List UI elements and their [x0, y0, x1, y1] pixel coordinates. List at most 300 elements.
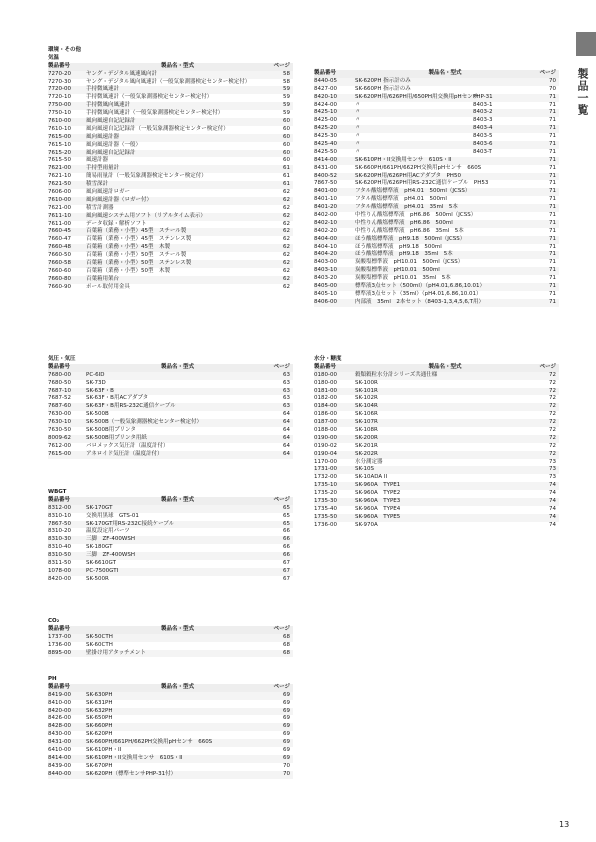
cell-page: 65 — [283, 520, 290, 527]
cell-code: 8428-00 — [48, 723, 71, 730]
table-row — [314, 165, 559, 173]
header-code: 製品番号 — [48, 683, 71, 690]
header-name: 製品名・型式 — [428, 363, 462, 370]
table-row — [48, 513, 293, 521]
cell-code: 8431-00 — [314, 164, 337, 171]
cell-page: 61 — [283, 181, 290, 188]
header-name: 製品名・型式 — [160, 496, 194, 503]
cell-code: 8419-00 — [48, 691, 71, 698]
cell-code: 0180-00 — [314, 379, 337, 386]
cell-model-r — [473, 275, 535, 283]
cell-name: SK-500B用プリンタ用紙 — [86, 434, 147, 441]
cell-name: 〃 — [355, 125, 361, 132]
cell-name: ヤング・デジタル風速風向計 — [86, 70, 158, 77]
cell-code: 7610-10 — [48, 125, 71, 132]
cell-code: 7660-80 — [48, 275, 71, 282]
header-code: 製品番号 — [48, 62, 71, 69]
cell-code: 7610-00 — [48, 118, 71, 125]
cell-code: 7621-10 — [48, 173, 71, 180]
table-row — [48, 197, 293, 205]
cell-page: 63 — [283, 403, 290, 410]
table-row — [48, 276, 293, 284]
table-row — [48, 505, 293, 513]
cell-model-r — [473, 283, 535, 291]
cell-page: 69 — [283, 731, 290, 738]
cell-name: 〃 — [355, 117, 361, 124]
cell-name: 百葉箱（業務・小型）45型 ステンレス製 — [86, 236, 192, 243]
cell-page: 71 — [549, 180, 556, 187]
cell-page: 64 — [283, 450, 290, 457]
cell-name: PC-6ID — [86, 371, 105, 378]
cell-page: 69 — [283, 699, 290, 706]
cell-page: 72 — [549, 434, 556, 441]
table-row — [48, 692, 293, 700]
table-row — [314, 522, 559, 530]
cell-name: 手持微風向風速計 — [86, 102, 131, 109]
cell-model-r — [473, 86, 535, 94]
cell-code: 0190-00 — [314, 434, 337, 441]
table-row — [48, 560, 293, 568]
table-header — [48, 63, 293, 71]
cell-code: 7615-20 — [48, 149, 71, 156]
cell-page: 71 — [549, 235, 556, 242]
section-title: 環境・その他 — [48, 47, 82, 53]
cell-page: 59 — [283, 102, 290, 109]
cell-code: 7867-50 — [48, 520, 71, 527]
table-row — [48, 763, 293, 771]
product-table — [314, 364, 559, 530]
side-label: 製品一覧 — [576, 68, 589, 116]
header-name: 製品名・型式 — [160, 62, 194, 69]
cell-name: 炭酸塩標準液 pH10.01 500ml（JCSS） — [355, 259, 464, 266]
cell-code: 7630-50 — [48, 427, 71, 434]
table-row — [48, 552, 293, 560]
cell-page: 62 — [283, 212, 290, 219]
cell-code: 7621-50 — [48, 181, 71, 188]
cell-page: 62 — [283, 252, 290, 259]
cell-page: 71 — [549, 251, 556, 258]
cell-code: 1078-00 — [48, 567, 71, 574]
cell-code: 7612-00 — [48, 442, 71, 449]
cell-page: 64 — [283, 427, 290, 434]
cell-name: 積雪深計 — [86, 181, 109, 188]
cell-page: 72 — [549, 387, 556, 394]
cell-code: 7270-20 — [48, 70, 71, 77]
cell-name: バロメックス気圧計（温度計付） — [86, 442, 169, 449]
cell-model-r — [473, 78, 535, 86]
cell-code: 8420-10 — [314, 93, 337, 100]
table-row — [314, 482, 559, 490]
cell-name: SK-960A TYPE5 — [355, 513, 401, 520]
cell-name: 標準液3点セット（500ml）（pH4.01,6.86,10.01） — [355, 283, 485, 290]
cell-name: ほう酸塩標準液 pH9.18 35ml 5本 — [355, 251, 453, 258]
cell-model-r — [473, 212, 535, 220]
cell-code: 7660-48 — [48, 244, 71, 251]
table-row — [48, 380, 293, 388]
cell-model-r — [473, 220, 535, 228]
cell-page: 72 — [549, 450, 556, 457]
section-subtitle: 気温 — [48, 54, 60, 61]
cell-model-r: 8403-1 — [473, 101, 493, 108]
cell-name: 百葉箱用架台 — [86, 275, 120, 282]
cell-page: 63 — [283, 387, 290, 394]
cell-code: 8405-10 — [314, 290, 337, 297]
cell-code: 8425-20 — [314, 125, 337, 132]
table-row — [48, 521, 293, 529]
cell-page: 69 — [283, 691, 290, 698]
cell-code: 8402-10 — [314, 219, 337, 226]
cell-model-r: 8403-5 — [473, 133, 493, 140]
cell-name: 手持微風速計（一般気象測器検定センター検定付） — [86, 94, 213, 101]
cell-page: 74 — [549, 490, 556, 497]
table-row — [314, 388, 559, 396]
cell-code: 0181-00 — [314, 387, 337, 394]
cell-code: 7270-30 — [48, 78, 71, 85]
cell-code: 8404-00 — [314, 235, 337, 242]
cell-code: 8401-20 — [314, 204, 337, 211]
cell-code: 7615-50 — [48, 157, 71, 164]
table-row — [48, 715, 293, 723]
cell-name: SK-620PH（標準センサPHP-31付） — [86, 770, 177, 777]
table-row — [48, 634, 293, 642]
cell-name: 交換用黒球 GTS-01 — [86, 512, 139, 519]
cell-page: 71 — [549, 275, 556, 282]
table-row — [48, 260, 293, 268]
table-header — [48, 684, 293, 692]
header-code: 製品番号 — [48, 625, 71, 632]
cell-page: 62 — [283, 260, 290, 267]
table-row — [314, 474, 559, 482]
cell-name: SK-660PH 指示計のみ — [355, 85, 411, 92]
cell-model-r — [473, 204, 535, 212]
cell-name: PC-7500GTI — [86, 567, 119, 574]
cell-code: 8426-00 — [48, 715, 71, 722]
header-name: 製品名・型式 — [160, 683, 194, 690]
cell-page: 59 — [283, 86, 290, 93]
table-row — [48, 236, 293, 244]
cell-code: 7720-10 — [48, 94, 71, 101]
cell-name: SK-500R — [86, 575, 109, 582]
cell-name: 水分測定器 — [355, 458, 383, 465]
cell-page: 63 — [283, 371, 290, 378]
cell-page: 64 — [283, 411, 290, 418]
cell-name: 百葉箱（業務・小型）45型 木製 — [86, 244, 170, 251]
cell-code: 7621-00 — [48, 204, 71, 211]
cell-model-r — [473, 244, 535, 252]
cell-code: 1735-50 — [314, 513, 337, 520]
cell-page: 70 — [549, 85, 556, 92]
cell-page: 71 — [549, 227, 556, 234]
cell-page: 68 — [283, 633, 290, 640]
table-row — [314, 419, 559, 427]
cell-name: SK-10S — [355, 466, 374, 473]
table-row — [48, 568, 293, 576]
cell-code: 7660-45 — [48, 228, 71, 235]
section-title: 気圧・気圧 — [48, 356, 76, 362]
cell-code: 8400-52 — [314, 172, 337, 179]
cell-code: 8414-00 — [48, 754, 71, 761]
cell-name: SK-610PH・II — [86, 747, 122, 754]
cell-name: 風向風速自記記録計 — [86, 149, 136, 156]
cell-name: 風向風速システム用ソフト（リアルタイム表示） — [86, 212, 206, 219]
table-row — [48, 723, 293, 731]
cell-name: 風向風速計ロガー — [86, 189, 131, 196]
table-row — [48, 284, 293, 292]
table-row — [48, 528, 293, 536]
cell-name: SK-170GT — [86, 504, 113, 511]
cell-page: 69 — [283, 707, 290, 714]
table-header — [48, 626, 293, 634]
table-row — [48, 451, 293, 459]
table-row — [48, 205, 293, 213]
table-row — [314, 380, 559, 388]
table-header — [314, 364, 559, 372]
cell-name: SK-660PH/661PH/662PH交換用pHセンサ 660S — [86, 739, 213, 746]
cell-name: SK-10ADA II — [355, 474, 388, 481]
cell-page: 62 — [283, 275, 290, 282]
cell-page: 70 — [283, 762, 290, 769]
cell-name: SK-960A TYPE1 — [355, 482, 401, 489]
table-row — [48, 252, 293, 260]
cell-code: 8405-00 — [314, 283, 337, 290]
cell-name: SK-170GT用RS-232C接続ケーブル — [86, 520, 175, 527]
cell-page: 59 — [283, 94, 290, 101]
table-row — [48, 372, 293, 380]
cell-page: 62 — [283, 267, 290, 274]
table-row — [314, 125, 559, 133]
cell-name: SK-6610GT — [86, 560, 116, 567]
cell-page: 71 — [549, 141, 556, 148]
table-row — [314, 403, 559, 411]
cell-name: SK-108R — [355, 427, 378, 434]
cell-model-r — [473, 196, 535, 204]
table-row — [48, 142, 293, 150]
product-table — [48, 684, 293, 779]
cell-code: 8312-00 — [48, 504, 71, 511]
cell-code: 7611-00 — [48, 220, 71, 227]
cell-page: 73 — [549, 458, 556, 465]
table-row — [314, 372, 559, 380]
table-row — [48, 419, 293, 427]
product-table — [48, 364, 293, 459]
cell-code: 8440-00 — [48, 770, 71, 777]
cell-name: 手持型雨量計 — [86, 165, 120, 172]
cell-code: 0188-00 — [314, 427, 337, 434]
header-page: ページ — [273, 496, 290, 503]
cell-page: 71 — [549, 212, 556, 219]
cell-name: 風向風速計器（ロガー付） — [86, 196, 153, 203]
cell-code: 8420-00 — [48, 707, 71, 714]
cell-name: SK-960A TYPE3 — [355, 498, 401, 505]
cell-code: 8895-00 — [48, 649, 71, 656]
table-row — [314, 498, 559, 506]
table-row — [314, 514, 559, 522]
cell-page: 71 — [549, 267, 556, 274]
cell-name: SK-63F・B用ACアダプタ — [86, 395, 149, 402]
header-code: 製品番号 — [314, 363, 337, 370]
cell-model-r — [473, 165, 535, 173]
cell-name: SK-631PH — [86, 699, 113, 706]
cell-page: 72 — [549, 395, 556, 402]
cell-name: SK-107R — [355, 419, 378, 426]
cell-page: 71 — [549, 164, 556, 171]
table-row — [314, 102, 559, 110]
section-title: PH — [48, 676, 57, 682]
cell-page: 58 — [283, 78, 290, 85]
cell-page: 72 — [549, 379, 556, 386]
cell-code: 8009-62 — [48, 434, 71, 441]
cell-code: 8406-00 — [314, 298, 337, 305]
cell-code: 8425-50 — [314, 148, 337, 155]
cell-name: SK-620PH用/626PH用ACアダプタ PH50 — [355, 172, 461, 179]
cell-code: 8431-00 — [48, 739, 71, 746]
cell-code: 7680-00 — [48, 371, 71, 378]
cell-page: 71 — [549, 243, 556, 250]
table-row — [314, 411, 559, 419]
table-row — [48, 739, 293, 747]
table-row — [48, 747, 293, 755]
cell-name: SK-102R — [355, 395, 378, 402]
cell-model-r — [473, 188, 535, 196]
cell-name: 積雪計測器 — [86, 204, 114, 211]
cell-code: 1736-00 — [48, 641, 71, 648]
cell-page: 64 — [283, 442, 290, 449]
cell-code: 7660-50 — [48, 252, 71, 259]
cell-page: 67 — [283, 575, 290, 582]
header-code: 製品番号 — [314, 70, 337, 76]
table-row — [314, 299, 559, 307]
cell-page: 59 — [283, 110, 290, 117]
cell-page: 58 — [283, 70, 290, 77]
table-row — [48, 388, 293, 396]
table-row — [48, 181, 293, 189]
table-row — [48, 544, 293, 552]
cell-code: 8403-10 — [314, 267, 337, 274]
cell-code: 8404-10 — [314, 243, 337, 250]
cell-page: 61 — [283, 165, 290, 172]
table-row — [48, 126, 293, 134]
cell-name: 中性りん酸塩標準液 pH6.86 500ml — [355, 219, 453, 226]
table-row — [48, 435, 293, 443]
cell-name: SK-500B用プリンタ — [86, 427, 136, 434]
cell-page: 74 — [549, 505, 556, 512]
cell-name: 風向風速計器 — [86, 133, 120, 140]
cell-model-r — [473, 267, 535, 275]
cell-name: 手持微風向風速計（一般気象測器検定センター検定付） — [86, 110, 224, 117]
section-ph — [48, 676, 293, 779]
cell-page: 66 — [283, 536, 290, 543]
cell-name: SK-500B — [86, 411, 109, 418]
cell-name: 内部液 35ml 2本セット（8403-1,3,4,5,6,T用） — [355, 298, 484, 305]
cell-code: 7615-00 — [48, 133, 71, 140]
section-water — [314, 356, 559, 530]
cell-page: 62 — [283, 204, 290, 211]
cell-code: 8424-00 — [314, 101, 337, 108]
cell-code: 7660-90 — [48, 283, 71, 290]
table-row — [314, 427, 559, 435]
table-row — [48, 536, 293, 544]
cell-name: 簡易雨量計（一般気象測器検定センター検定付） — [86, 173, 207, 180]
cell-code: 8440-05 — [314, 77, 337, 84]
table-row — [48, 157, 293, 165]
section-title: WBGT — [48, 489, 67, 495]
cell-name: SK-201R — [355, 442, 378, 449]
cell-code: 1737-00 — [48, 633, 71, 640]
cell-name: 百葉箱（業務・小型）45型 スチール製 — [86, 228, 187, 235]
cell-page: 74 — [549, 482, 556, 489]
cell-code: 8310-20 — [48, 528, 71, 535]
cell-model-r — [473, 291, 535, 299]
cell-code: 8311-50 — [48, 560, 71, 567]
cell-code: 1735-30 — [314, 498, 337, 505]
table-row — [48, 642, 293, 650]
table-row — [314, 443, 559, 451]
cell-page: 60 — [283, 133, 290, 140]
cell-code: 7687-52 — [48, 395, 71, 402]
cell-name: 手持微風速計 — [86, 86, 120, 93]
cell-page: 64 — [283, 434, 290, 441]
cell-code: 8425-10 — [314, 109, 337, 116]
table-row — [48, 213, 293, 221]
cell-code: 7720-00 — [48, 86, 71, 93]
cell-page: 71 — [549, 283, 556, 290]
cell-name: 風向風速計器（一般） — [86, 141, 142, 148]
table-row — [48, 576, 293, 584]
table-row — [48, 244, 293, 252]
cell-page: 69 — [283, 754, 290, 761]
cell-code: 7621-00 — [48, 165, 71, 172]
cell-code: 7630-10 — [48, 419, 71, 426]
cell-page: 72 — [549, 371, 556, 378]
header-code: 製品番号 — [48, 363, 71, 370]
cell-name: SK-630PH — [86, 691, 113, 698]
cell-code: 7660-47 — [48, 236, 71, 243]
cell-code: 7750-00 — [48, 102, 71, 109]
cell-code: 7615-10 — [48, 141, 71, 148]
table-row — [314, 94, 559, 102]
cell-model-r — [473, 228, 535, 236]
table-row — [314, 236, 559, 244]
cell-code: 8402-20 — [314, 227, 337, 234]
section-title: CO₂ — [48, 618, 60, 624]
cell-code: 8401-10 — [314, 196, 337, 203]
cell-name: 〃 — [355, 109, 361, 116]
cell-page: 61 — [283, 173, 290, 180]
table-row — [48, 71, 293, 79]
cell-code: 8310-40 — [48, 544, 71, 551]
cell-page: 60 — [283, 118, 290, 125]
cell-model-r — [473, 299, 535, 307]
cell-name: SK-632PH — [86, 707, 113, 714]
cell-model-r — [473, 259, 535, 267]
cell-name: SK-620PH用/626PH用RS-232C通信ケーブル PH53 — [355, 180, 489, 187]
table-row — [314, 506, 559, 514]
cell-name: アネロイド気圧計（温度計付） — [86, 450, 163, 457]
cell-page: 62 — [283, 220, 290, 227]
cell-page: 71 — [549, 109, 556, 116]
table-row — [48, 268, 293, 276]
cell-name: SK-670PH — [86, 762, 113, 769]
cell-name: SK-63F・B用RS-232C通信ケーブル — [86, 403, 176, 410]
cell-model-r: 8403-6 — [473, 141, 493, 148]
header-page: ページ — [273, 363, 290, 370]
cell-code: 0182-00 — [314, 395, 337, 402]
section-title: 水分・糖度 — [314, 356, 342, 362]
cell-page: 71 — [549, 156, 556, 163]
cell-page: 68 — [283, 641, 290, 648]
cell-name: 穀類穀粒水分計シリーズ共通仕様 — [355, 371, 438, 378]
cell-model-r: 8403-T — [473, 148, 492, 155]
